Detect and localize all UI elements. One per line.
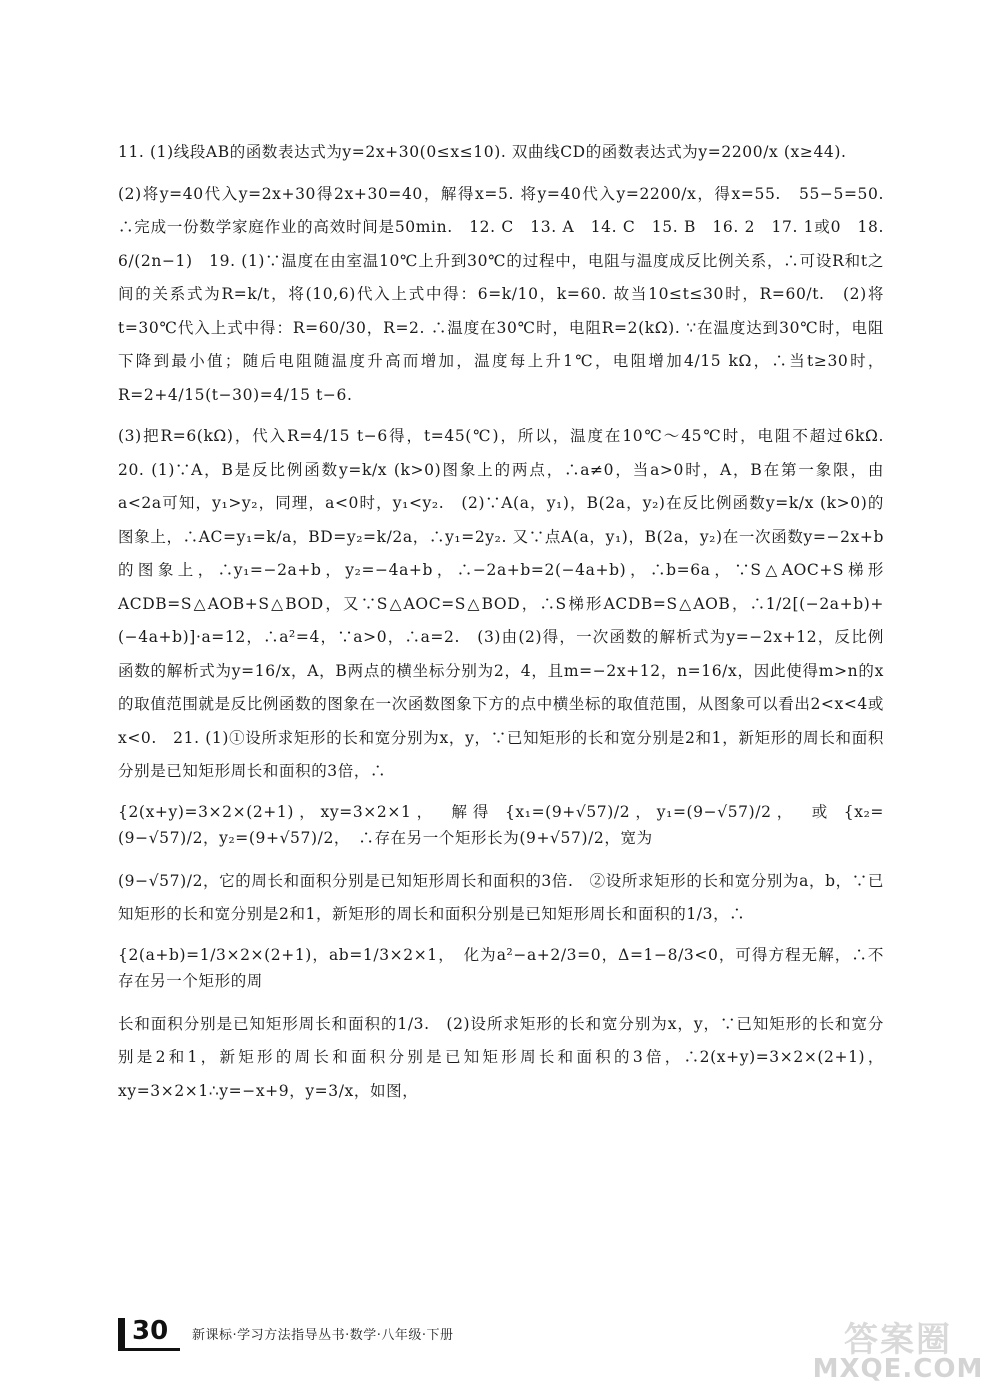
page-number: 30	[132, 1316, 169, 1346]
answer-text-body	[118, 136, 901, 1116]
paragraph-q19-3-to-q21: (3)把R=6(kΩ)，代入R=4/15 t−6得，t=45(℃)，所以，温度在10℃～45℃时，电阻不超过6kΩ. 20. (1)∵A，B是反比例函数y=k/x (k>0)图象上的两点，∴a≠0，当a>0时，A，B在第一象限，由a<2a可知，y₁>y₂，同理，a<0时，y₁<y₂. (2)∵A(a，y₁)，B(2a，y₂)在反比例函数y=k/x (k>0)的图象上，∴AC=y₁=k/a，BD=y₂=k/2a，∴y₁=2y₂. 又∵点A(a，y₁)，B(2a，y₂)在一次函数y=−2x+b的图象上，∴y₁=−2a+b，y₂=−4a+b，∴−2a+b=2(−4a+b)，∴b=6a，∵S△AOC+S梯形ACDB=S△AOB+S△BOD，又∵S△AOC=S△BOD，∴S梯形ACDB=S△AOB，∴1/2[(−2a+b)+(−4a+b)]·a=12，∴a²=4，∵a>0，∴a=2. (3)由(2)得，一次函数的解析式为y=−2x+12，反比例函数的解析式为y=16/x，A，B两点的横坐标分别为2，4，且m=−2x+12，n=16/x，因此使得m>n的x的取值范围就是反比例函数的图象在一次函数图象下方的点中横坐标的取值范围，从图象可以看出2<x<4或x<0. 21. (1)①设所求矩形的长和宽分别为x，y，∵已知矩形的长和宽分别是2和1，新矩形的周长和面积分别是已知矩形周长和面积的3倍，∴	[118, 427, 901, 780]
equation-system-2: {2(a+b)=1/3×2×(2+1)，ab=1/3×2×1， 化为a²−a+2/3=0，Δ=1−8/3<0，可得方程无解，∴不存在另一个矩形的周	[118, 945, 884, 990]
watermark-logo-text: 答案圈	[844, 1320, 952, 1360]
paragraph-q21-continued: (9−√57)/2，它的周长和面积分别是已知矩形周长和面积的3倍. ②设所求矩形的长和宽分别为a，b，∵已知矩形的长和宽分别是2和1，新矩形的周长和面积分别是已知矩形周长和面积的1/3，∴	[118, 871, 884, 923]
paragraph-q21-2: 长和面积分别是已知矩形周长和面积的1/3. (2)设所求矩形的长和宽分别为x，y，∵已知矩形的长和宽分别是2和1，新矩形的周长和面积分别是已知矩形周长和面积的3倍，∴2(x+y)=3×2×(2+1)，xy=3×2×1∴y=−x+9，y=3/x，如图，	[118, 1014, 884, 1100]
paragraph-q11-1: 11. (1)线段AB的函数表达式为y=2x+30(0≤x≤10). 双曲线CD的函数表达式为y=2200/x (x≥44).	[118, 143, 847, 161]
equation-system-1: {2(x+y)=3×2×(2+1)，xy=3×2×1， 解得 {x₁=(9+√57)/2，y₁=(9−√57)/2， 或 {x₂=(9−√57)/2，y₂=(9+√57)/2， ∴存在另一个矩形长为(9+√57)/2，宽为	[118, 802, 884, 847]
page-number-bar	[118, 1318, 125, 1348]
watermark-url: MXQE.COM	[812, 1354, 984, 1384]
paragraph-q11-2-to-q19: (2)将y=40代入y=2x+30得2x+30=40，解得x=5. 将y=40代入y=2200/x，得x=55. 55−5=50. ∴完成一份数学家庭作业的高效时间是50min. 12. C 13. A 14. C 15. B 16. 2 17. 1或0 18. 6/(2n−1) 19. (1)∵温度在由室温10℃上升到30℃的过程中，电阻与温度成反比例关系，∴可设R和t之间的关系式为R=k/t，将(10,6)代入上式中得：6=k/10，k=60. 故当10≤t≤30时，R=60/t. (2)将t=30℃代入上式中得：R=60/30，R=2. ∴温度在30℃时，电阻R=2(kΩ). ∵在温度达到30℃时，电阻下降到最小值；随后电阻随温度升高而增加，温度每上升1℃，电阻增加4/15 kΩ，∴当t≥30时，R=2+4/15(t−30)=4/15 t−6.	[118, 184, 884, 404]
footer-rule	[118, 1348, 180, 1351]
watermark-logo	[808, 1310, 988, 1386]
series-title: 新课标·学习方法指导丛书·数学·八年级·下册	[192, 1328, 454, 1343]
page-footer	[118, 1318, 888, 1348]
